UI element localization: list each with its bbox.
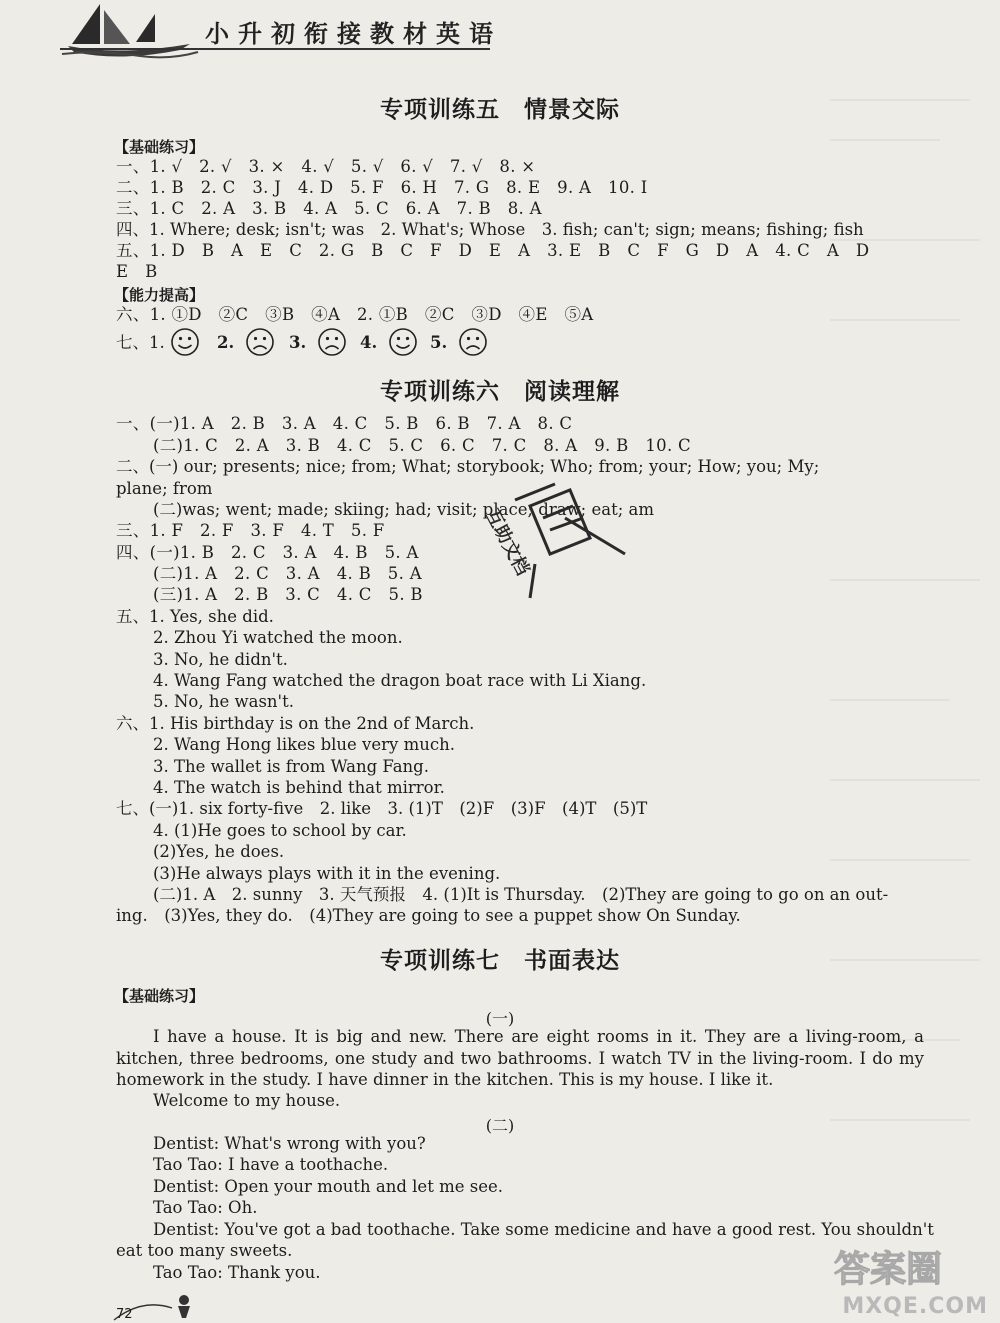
answer-line: 一、1. √ 2. √ 3. × 4. √ 5. √ 6. √ 7. √ 8. ×: [116, 157, 536, 176]
answer-line: (二)1. A 2. sunny 3. 天气预报 4. (1)It is Thursday. (2)They are going to go on an out-: [153, 885, 889, 904]
section-title: 专项训练六 阅读理解: [380, 378, 620, 405]
answer-line: 七、(一)1. six forty-five 2. like 3. (1)T (2)F (3)F (4)T (5)T: [116, 799, 648, 818]
answer-line: 六、1. His birthday is on the 2nd of March.: [116, 714, 475, 733]
section-title: 专项训练五 情景交际: [380, 96, 620, 123]
part-label: (二): [485, 1116, 515, 1135]
answer-line: 四、(一)1. B 2. C 3. A 4. B 5. A: [116, 543, 419, 562]
header-rule: [60, 48, 490, 50]
section-title: 专项训练七 书面表达: [380, 947, 620, 974]
answer-line: 五、1. D B A E C 2. G B C F D E A 3. E B C F G D A 4. C A D: [116, 241, 870, 260]
answer-line: (三)1. A 2. B 3. C 4. C 5. B: [153, 585, 423, 604]
watermark-brand: 答案圈: [834, 1249, 943, 1290]
answer-line: 二、1. B 2. C 3. J 4. D 5. F 6. H 7. G 8. E 9. A 10. I: [116, 178, 648, 197]
answer-line: 六、1. ①D ②C ③B ④A 2. ①B ②C ③D ④E ⑤A: [116, 305, 594, 324]
answer-line: (二)1. A 2. C 3. A 4. B 5. A: [153, 564, 422, 583]
answer-line: (二)1. C 2. A 3. B 4. C 5. C 6. C 7. C 8. A 9. B 10. C: [153, 436, 691, 455]
answer-line: 4. Wang Fang watched the dragon boat race with Li Xiang.: [153, 671, 647, 690]
answer-line: 三、1. F 2. F 3. F 4. T 5. F: [116, 521, 385, 540]
dialog-line: Dentist: You've got a bad toothache. Take some medicine and have a good rest. You shouldn't: [153, 1220, 934, 1239]
answer-line: 三、1. C 2. A 3. B 4. A 5. C 6. A 7. B 8. A: [116, 199, 542, 218]
dialog-line: Tao Tao: I have a toothache.: [153, 1155, 389, 1174]
dialog-line: Dentist: What's wrong with you?: [153, 1134, 426, 1153]
item-number: 4.: [360, 333, 378, 352]
answer-line: 4. (1)He goes to school by car.: [153, 821, 407, 840]
answer-line: 3. The wallet is from Wang Fang.: [153, 757, 429, 776]
subsection-label: 【基础练习】: [114, 138, 205, 156]
answer-line: 一、(一)1. A 2. B 3. A 4. C 5. B 6. B 7. A 8. C: [116, 414, 573, 433]
answer-line: 五、1. Yes, she did.: [116, 607, 274, 626]
stamp-logo: [455, 478, 635, 628]
answer-line: plane; from: [116, 479, 213, 498]
dialog-line: Tao Tao: Oh.: [153, 1198, 258, 1217]
watermark-url: MXQE.COM: [842, 1294, 988, 1319]
sad-face-icon: [245, 327, 275, 357]
sailboat-illustration: [60, 0, 200, 62]
answer-line: ing. (3)Yes, they do. (4)They are going to see a puppet show On Sunday.: [116, 906, 741, 925]
answer-line: 2. Zhou Yi watched the moon.: [153, 628, 403, 647]
item-number: 2.: [217, 333, 235, 352]
smiling-face-icon: [170, 327, 200, 357]
answer-line: 2. Wang Hong likes blue very much.: [153, 735, 455, 754]
book-title: 小升初衔接教材英语: [205, 19, 502, 48]
answer-line: (3)He always plays with it in the evening.: [153, 864, 501, 883]
answer-line: E B: [116, 262, 158, 281]
stamp-text: 互助文档: [480, 505, 534, 579]
answer-line: 4. The watch is behind that mirror.: [153, 778, 445, 797]
subsection-label: 【基础练习】: [114, 987, 205, 1005]
sad-face-icon: [317, 327, 347, 357]
answer-line: (2)Yes, he does.: [153, 842, 285, 861]
subsection-label: 【能力提高】: [114, 286, 205, 304]
answer-line: 3. No, he didn't.: [153, 650, 288, 669]
dialog-line: Dentist: Open your mouth and let me see.: [153, 1177, 503, 1196]
answer-line: 七、1.: [116, 333, 165, 352]
dialog-line: eat too many sweets.: [116, 1241, 293, 1260]
dialog-line: Tao Tao: Thank you.: [153, 1263, 321, 1282]
page-number: 72: [116, 1307, 133, 1322]
answer-line: 四、1. Where; desk; isn't; was 2. What's; Whose 3. fish; can't; sign; means; fishing; fish: [116, 220, 864, 239]
sad-face-icon: [458, 327, 488, 357]
answer-line: 二、(一) our; presents; nice; from; What; storybook; Who; from; your; How; you; My;: [116, 457, 820, 476]
part-label: (一): [485, 1009, 515, 1028]
item-number: 5.: [430, 333, 448, 352]
composition-paragraph: I have a house. It is big and new. There are eight rooms in it. They are a living-room, a kitchen, three bedrooms, one study and two bathrooms. I watch TV in the living-room. I do my homework in the study. I have dinner in the kitchen. This is my house. I like it.: [116, 1027, 924, 1090]
answer-line: (二)was; went; made; skiing; had; visit; place; draw; eat; am: [153, 500, 655, 519]
composition-closing: Welcome to my house.: [153, 1091, 341, 1110]
item-number: 3.: [289, 333, 307, 352]
answer-line: 5. No, he wasn't.: [153, 692, 294, 711]
smiling-face-icon: [388, 327, 418, 357]
